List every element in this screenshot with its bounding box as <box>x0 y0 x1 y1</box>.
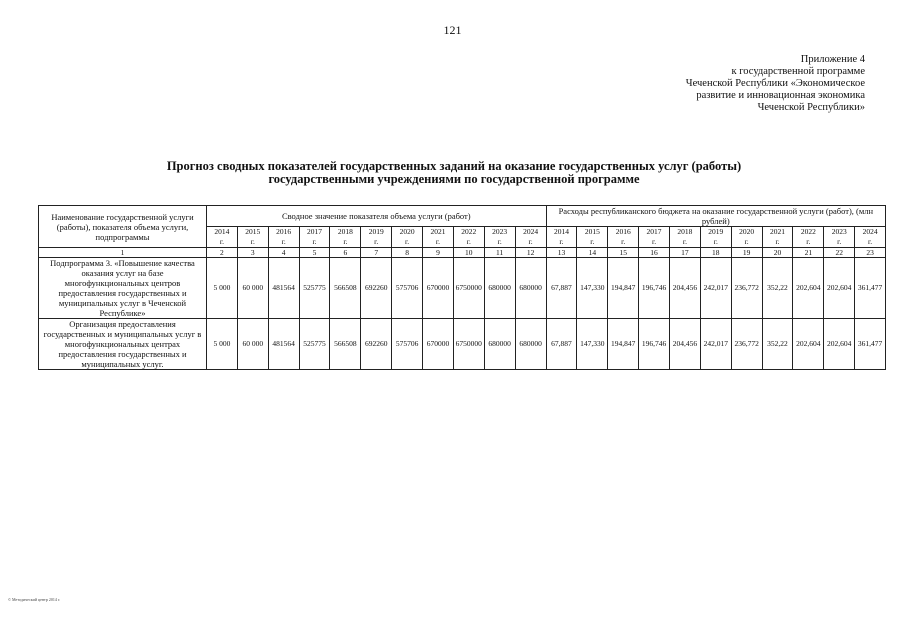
year-header <box>793 227 824 248</box>
year-suffix: г. <box>682 237 687 246</box>
column-group-volume: Сводное значение показателя объема услуги (работ) <box>207 206 547 227</box>
year-label: 2024 <box>523 227 539 236</box>
year-header <box>700 227 731 248</box>
table-cell: 680000 <box>484 319 515 370</box>
table-cell: 352,22 <box>762 319 793 370</box>
year-label: 2016 <box>276 227 292 236</box>
column-number: 6 <box>330 248 361 258</box>
year-suffix: г. <box>775 237 780 246</box>
year-header <box>824 227 855 248</box>
table-cell: 5 000 <box>207 258 238 319</box>
table-cell: 194,847 <box>608 319 639 370</box>
year-suffix: г. <box>806 237 811 246</box>
year-suffix: г. <box>590 237 595 246</box>
year-suffix: г. <box>528 237 533 246</box>
year-suffix: г. <box>374 237 379 246</box>
year-header <box>392 227 423 248</box>
table-cell: 242,017 <box>700 319 731 370</box>
table-row <box>39 258 886 319</box>
column-number: 15 <box>608 248 639 258</box>
column-number: 7 <box>361 248 392 258</box>
table-cell: 575706 <box>392 319 423 370</box>
year-header <box>237 227 268 248</box>
year-suffix: г. <box>837 237 842 246</box>
table-cell: 147,330 <box>577 258 608 319</box>
table-cell: 204,456 <box>669 258 700 319</box>
table-cell: 196,746 <box>639 258 670 319</box>
document-title <box>40 160 868 186</box>
year-suffix: г. <box>312 237 317 246</box>
year-label: 2020 <box>739 227 755 236</box>
year-header <box>299 227 330 248</box>
year-header <box>484 227 515 248</box>
column-number: 16 <box>639 248 670 258</box>
column-number: 14 <box>577 248 608 258</box>
column-number: 3 <box>237 248 268 258</box>
column-number: 11 <box>484 248 515 258</box>
table-cell: 680000 <box>515 258 546 319</box>
year-label: 2017 <box>307 227 322 236</box>
table-cell: 6750000 <box>453 258 484 319</box>
year-header <box>577 227 608 248</box>
year-header <box>608 227 639 248</box>
table-cell: 5 000 <box>207 319 238 370</box>
table-cell: 236,772 <box>731 258 762 319</box>
year-suffix: г. <box>497 237 502 246</box>
year-suffix: г. <box>405 237 410 246</box>
year-label: 2014 <box>553 227 569 236</box>
year-header <box>268 227 299 248</box>
year-label: 2015 <box>245 227 261 236</box>
table-cell: 60 000 <box>237 319 268 370</box>
year-header <box>515 227 546 248</box>
title-line: государственными учреждениями по государственной программе <box>268 172 640 186</box>
year-suffix: г. <box>652 237 657 246</box>
year-suffix: г. <box>343 237 348 246</box>
appendix-line: Чеченской Республики «Экономическое <box>685 78 865 89</box>
year-label: 2018 <box>337 227 353 236</box>
year-label: 2018 <box>677 227 693 236</box>
column-number: 18 <box>700 248 731 258</box>
column-number: 20 <box>762 248 793 258</box>
year-label: 2019 <box>368 227 384 236</box>
column-number: 2 <box>207 248 238 258</box>
table-cell: 481564 <box>268 258 299 319</box>
table-row <box>39 319 886 370</box>
year-header <box>639 227 670 248</box>
column-number: 4 <box>268 248 299 258</box>
year-header <box>669 227 700 248</box>
year-label: 2014 <box>214 227 230 236</box>
year-header <box>762 227 793 248</box>
table-cell: 525775 <box>299 319 330 370</box>
year-header <box>361 227 392 248</box>
appendix-note <box>686 54 865 114</box>
year-suffix: г. <box>219 237 224 246</box>
column-number: 12 <box>515 248 546 258</box>
table-cell: 481564 <box>268 319 299 370</box>
table-cell: 361,477 <box>855 258 886 319</box>
table-cell: 242,017 <box>700 258 731 319</box>
year-header <box>423 227 454 248</box>
year-suffix: г. <box>713 237 718 246</box>
table-cell: 566508 <box>330 258 361 319</box>
column-number: 21 <box>793 248 824 258</box>
year-header <box>855 227 886 248</box>
column-number: 17 <box>669 248 700 258</box>
table-cell: 352,22 <box>762 258 793 319</box>
table-cell: 566508 <box>330 319 361 370</box>
table-cell: 196,746 <box>639 319 670 370</box>
title-line: Прогноз сводных показателей государственных заданий на оказание государственных услуг (работы) <box>166 159 742 173</box>
column-number: 8 <box>392 248 423 258</box>
table-cell: 194,847 <box>608 258 639 319</box>
row-name: Подпрограмма 3. «Повышение качества оказания услуг на базе многофункциональных центров предоставления государственных и муниципальных услуг в Чеченской Республике» <box>39 258 207 319</box>
year-header <box>731 227 762 248</box>
table-cell: 202,604 <box>824 319 855 370</box>
table-cell: 204,456 <box>669 319 700 370</box>
table-cell: 202,604 <box>793 258 824 319</box>
table-cell: 670000 <box>423 258 454 319</box>
table-cell: 525775 <box>299 258 330 319</box>
forecast-table <box>38 205 886 370</box>
year-header <box>453 227 484 248</box>
column-group-expenses: Расходы республиканского бюджета на оказание государственной услуги (работ), (млн рублей) <box>546 206 886 227</box>
column-number: 10 <box>453 248 484 258</box>
year-label: 2015 <box>584 227 600 236</box>
year-label: 2016 <box>615 227 631 236</box>
table-cell: 202,604 <box>824 258 855 319</box>
page-number: 121 <box>443 23 462 37</box>
table-cell: 692260 <box>361 258 392 319</box>
year-suffix: г. <box>744 237 749 246</box>
year-label: 2023 <box>831 227 847 236</box>
year-suffix: г. <box>466 237 471 246</box>
year-suffix: г. <box>281 237 286 246</box>
table-cell: 6750000 <box>453 319 484 370</box>
table-cell: 60 000 <box>237 258 268 319</box>
year-label: 2022 <box>800 227 816 236</box>
row-name: Организация предоставления государственных и муниципальных услуг в многофункциональных центрах предоставления государственных и муниципальных услуг. <box>39 319 207 370</box>
year-suffix: г. <box>868 237 873 246</box>
appendix-line: развитие и инновационная экономика <box>696 90 865 101</box>
year-suffix: г. <box>250 237 255 246</box>
table-cell: 692260 <box>361 319 392 370</box>
year-label: 2017 <box>646 227 662 236</box>
year-label: 2020 <box>399 227 415 236</box>
year-suffix: г. <box>559 237 564 246</box>
year-label: 2022 <box>461 227 477 236</box>
table-cell: 202,604 <box>793 319 824 370</box>
column-number: 1 <box>39 248 207 258</box>
appendix-line: Приложение 4 <box>800 54 865 65</box>
year-label: 2019 <box>708 227 724 236</box>
appendix-line: Чеченской Республики» <box>757 102 865 113</box>
year-header <box>546 227 577 248</box>
column-number: 5 <box>299 248 330 258</box>
appendix-line: к государственной программе <box>731 66 865 77</box>
year-suffix: г. <box>621 237 626 246</box>
year-suffix: г. <box>435 237 440 246</box>
column-number: 9 <box>423 248 454 258</box>
column-number: 13 <box>546 248 577 258</box>
year-header <box>207 227 238 248</box>
year-label: 2024 <box>862 227 878 236</box>
year-label: 2021 <box>430 227 446 236</box>
table-cell: 575706 <box>392 258 423 319</box>
year-header <box>330 227 361 248</box>
table-cell: 67,887 <box>546 258 577 319</box>
table-cell: 680000 <box>484 258 515 319</box>
table-cell: 361,477 <box>855 319 886 370</box>
column-header-name: Наименование государственной услуги (работы), показателя объема услуги, подпрограммы <box>39 206 207 248</box>
table-cell: 67,887 <box>546 319 577 370</box>
year-label: 2021 <box>769 227 785 236</box>
column-number: 19 <box>731 248 762 258</box>
column-number: 23 <box>855 248 886 258</box>
table-cell: 670000 <box>423 319 454 370</box>
table-cell: 147,330 <box>577 319 608 370</box>
table-cell: 680000 <box>515 319 546 370</box>
table-cell: 236,772 <box>731 319 762 370</box>
column-number: 22 <box>824 248 855 258</box>
footer-mark: © Методический центр 2014 г. <box>8 597 61 602</box>
year-label: 2023 <box>492 227 508 236</box>
